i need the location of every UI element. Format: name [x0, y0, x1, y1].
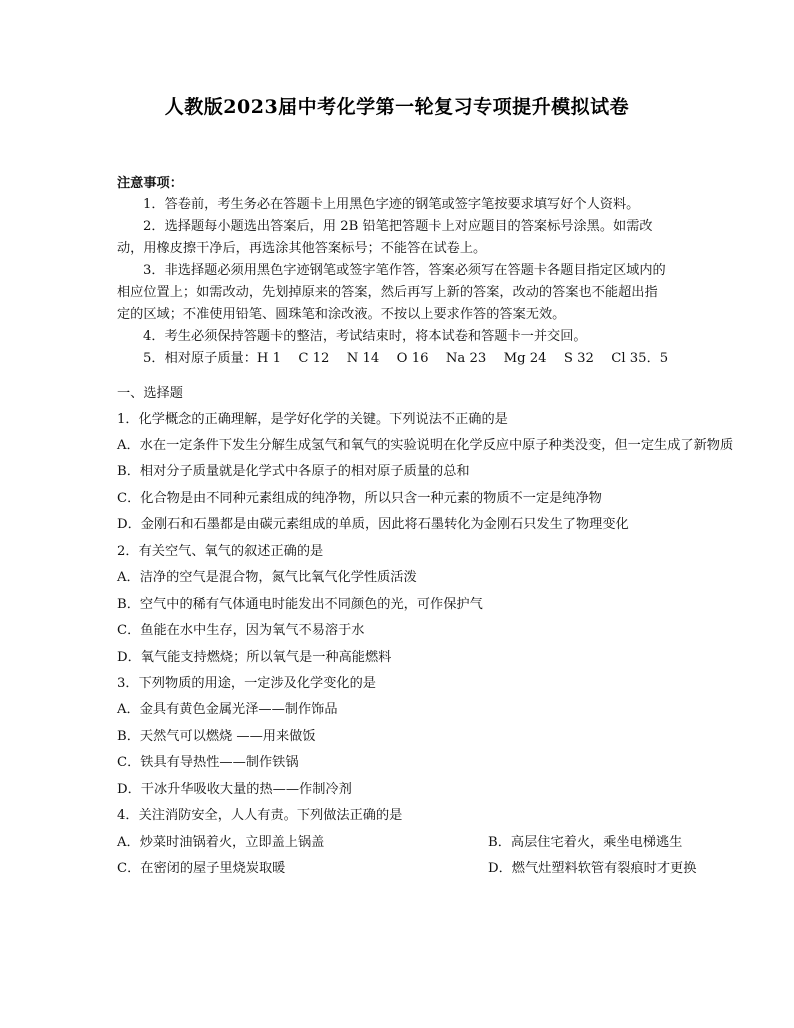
notice-line-2a: 2．选择题每小题选出答案后，用 2B 铅笔把答题卡上对应题目的答案标号涂黑。如需改	[143, 219, 653, 234]
q3-option-b: B．天然气可以燃烧 ——用来做饭	[117, 729, 316, 744]
q3-option-c: C．铁具有导热性——制作铁锅	[117, 755, 299, 770]
q3-option-a: A．金具有黄色金属光泽——制作饰品	[117, 702, 338, 717]
q4-option-a: A．炒菜时油锅着火，立即盖上锅盖	[117, 835, 325, 850]
q1-option-b: B．相对分子质量就是化学式中各原子的相对原子质量的总和	[117, 464, 470, 479]
q2-option-c: C．鱼能在水中生存，因为氧气不易溶于水	[117, 623, 365, 638]
q1-option-c: C．化合物是由不同种元素组成的纯净物，所以只含一种元素的物质不一定是纯净物	[117, 491, 602, 506]
q1-option-a: A．水在一定条件下发生分解生成氢气和氧气的实验说明在化学反应中原子种类没变，但一定生成了新物质	[117, 438, 734, 453]
notice-line-2b: 动，用橡皮擦干净后，再选涂其他答案标号；不能答在试卷上。	[117, 241, 487, 256]
section-heading: 一、选择题	[117, 386, 183, 401]
q4-option-d: D．燃气灶塑料软管有裂痕时才更换	[488, 861, 697, 876]
notice-line-4: 4．考生必须保持答题卡的整洁，考试结束时，将本试卷和答题卡一并交回。	[143, 329, 587, 344]
notice-line-3a: 3．非选择题必须用黑色字迹钢笔或签字笔作答，答案必须写在答题卡各题目指定区域内的	[143, 263, 666, 278]
notice-line-5: 5．相对原子质量：H 1 C 12 N 14 O 16 Na 23 Mg 24 S 32 Cl 35．5	[143, 351, 669, 366]
document-title: 人教版2023届中考化学第一轮复习专项提升模拟试卷	[164, 96, 630, 118]
notice-line-3c: 定的区域；不准使用铅笔、圆珠笔和涂改液。不按以上要求作答的答案无效。	[117, 307, 566, 322]
q2-option-a: A．洁净的空气是混合物，氮气比氧气化学性质活泼	[117, 570, 417, 585]
q3-stem: 3．下列物质的用途，一定涉及化学变化的是	[117, 676, 376, 691]
q1-stem: 1．化学概念的正确理解，是学好化学的关键。下列说法不正确的是	[117, 412, 508, 427]
q3-option-d: D．干冰升华吸收大量的热——作制冷剂	[117, 782, 352, 797]
q4-option-c: C．在密闭的屋子里烧炭取暖	[117, 861, 286, 876]
notice-heading: 注意事项：	[117, 176, 183, 191]
q2-option-d: D．氧气能支持燃烧；所以氧气是一种高能燃料	[117, 650, 392, 665]
q2-option-b: B．空气中的稀有气体通电时能发出不同颜色的光，可作保护气	[117, 597, 483, 612]
q4-stem: 4．关注消防安全，人人有责。下列做法正确的是	[117, 808, 403, 823]
q2-stem: 2．有关空气、氧气的叙述正确的是	[117, 544, 324, 559]
q1-option-d: D．金刚石和石墨都是由碳元素组成的单质，因此将石墨转化为金刚石只发生了物理变化	[117, 517, 629, 532]
q4-option-b: B．高层住宅着火，乘坐电梯逃生	[488, 835, 683, 850]
notice-line-1: 1．答卷前，考生务必在答题卡上用黑色字迹的钢笔或签字笔按要求填写好个人资料。	[143, 197, 640, 212]
notice-line-3b: 相应位置上；如需改动，先划掉原来的答案，然后再写上新的答案，改动的答案也不能超出指	[117, 285, 658, 300]
